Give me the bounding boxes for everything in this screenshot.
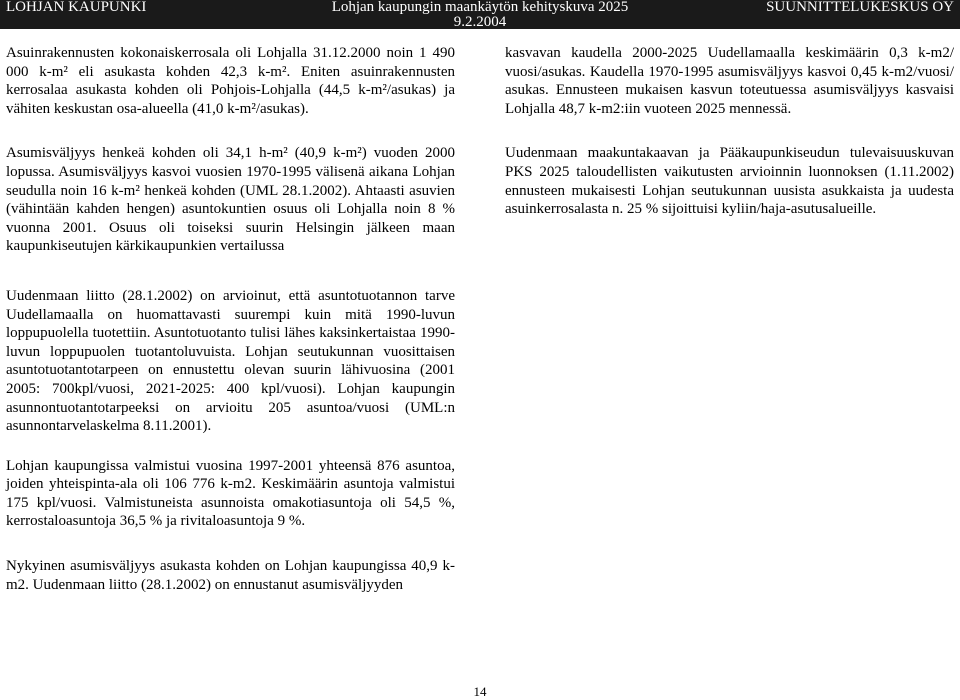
- header-company: SUUNNITTELUKESKUS OY: [766, 0, 954, 15]
- paragraph-current-density: Nykyinen asumisväljyys asukasta kohden on Lohjan kaupungissa 40,9 k-m2. Uudenmaan liitto (28.1.2002) on ennustanut asumisväljyyden: [6, 558, 455, 593]
- header-title-line: Lohjan kaupungin maankäytön kehityskuva 2025: [331, 0, 629, 15]
- page-header: [0, 0, 960, 29]
- paragraph-floor-area: Asuinrakennusten kokonaiskerrosala oli Lohjalla 31.12.2000 noin 1 490 000 k-m² eli asukasta kohden 42,3 k-m². Eniten asuinrakennusten kerrosalaa asukasta kohden oli Pohjois-Lohjalla (44,5 k-m²/asukas) ja vähiten keskustan osa-alueella (41,0 k-m²/asukas).: [6, 45, 455, 117]
- paragraph-density-forecast: kasvavan kaudella 2000-2025 Uudellamaalla keskimäärin 0,3 k-m2/ vuosi/asukas. Kaudella 1970-1995 asumisväljyys kasvoi 0,45 k-m2/vuosi/ asukas. Ennusteen mukaisen kasvun toteutuessa asumisväljyys kasvaisi Lohjalla 48,7 k-m2:iin vuoteen 2025 mennessä.: [505, 45, 954, 117]
- header-date: 9.2.2004: [453, 14, 507, 30]
- header-organization: LOHJAN KAUPUNKI: [6, 0, 147, 15]
- paragraph-housing-density: Asumisväljyys henkeä kohden oli 34,1 h-m² (40,9 k-m²) vuoden 2000 lopussa. Asumisväljyys kasvoi vuosien 1970-1995 välisenä aikana Lohjan seudulla noin 16 k-m² henkeä kohden (UML 28.1.2002). Ahtaasti asuvien (vähintään kahden hengen) asuntokuntien osuus oli Lohjalla noin 8 % vuonna 2001. Osuus oli toiseksi suurin Helsingin jälkeen maan kaupunkiseutujen kärkikaupunkien vertailussa: [6, 145, 455, 255]
- paragraph-housing-need: Uudenmaan liitto (28.1.2002) on arvioinut, että asuntotuotannon tarve Uudellamaalla on huomattavasti suurempi kuin mitä 1990-luvun loppupuolella tuotettiin. Asuntotuotanto tulisi lähes kaksinkertaistaa 1990-luvun loppupuolen tuotantoluvuista. Lohjan seutukunnan vuosittaisen asuntotuotantotarpeen on ennustettu olevan suurin lähivuosina (2001 2005: 700kpl/vuosi, 2021-2025: 400 kpl/vuosi). Lohjan kaupungin asunnontuotantotarpeeksi on arvioitu 205 asuntoa/vuosi (UML:n asunnontarvelaskelma 8.11.2001).: [6, 287, 455, 435]
- paragraph-regional-plan: Uudenmaan maakuntakaavan ja Pääkaupunkiseudun tulevaisuuskuvan PKS 2025 taloudellisten vaikutusten arvioinnin luonnoksen (1.11.2002) ennusteen mukaisesti Lohjan seutukunnan uusista asukkaista ja uudesta asuinkerrosalasta n. 25 % sijoittuisi kyliin/haja-asutusalueille.: [505, 145, 954, 218]
- left-column: [6, 44, 455, 613]
- right-column: [505, 44, 954, 238]
- paragraph-completed-dwellings: Lohjan kaupungissa valmistui vuosina 1997-2001 yhteensä 876 asuntoa, joiden yhteispinta-ala oli 106 776 k-m2. Keskimäärin asuntoja valmistui 175 kpl/vuosi. Valmistuneista asunnoista omakotiasuntoja oli 54,5 %, kerrostaloasuntoja 36,5 % ja rivitaloasuntoja 9 %.: [6, 457, 455, 530]
- page-number: 14: [473, 684, 487, 699]
